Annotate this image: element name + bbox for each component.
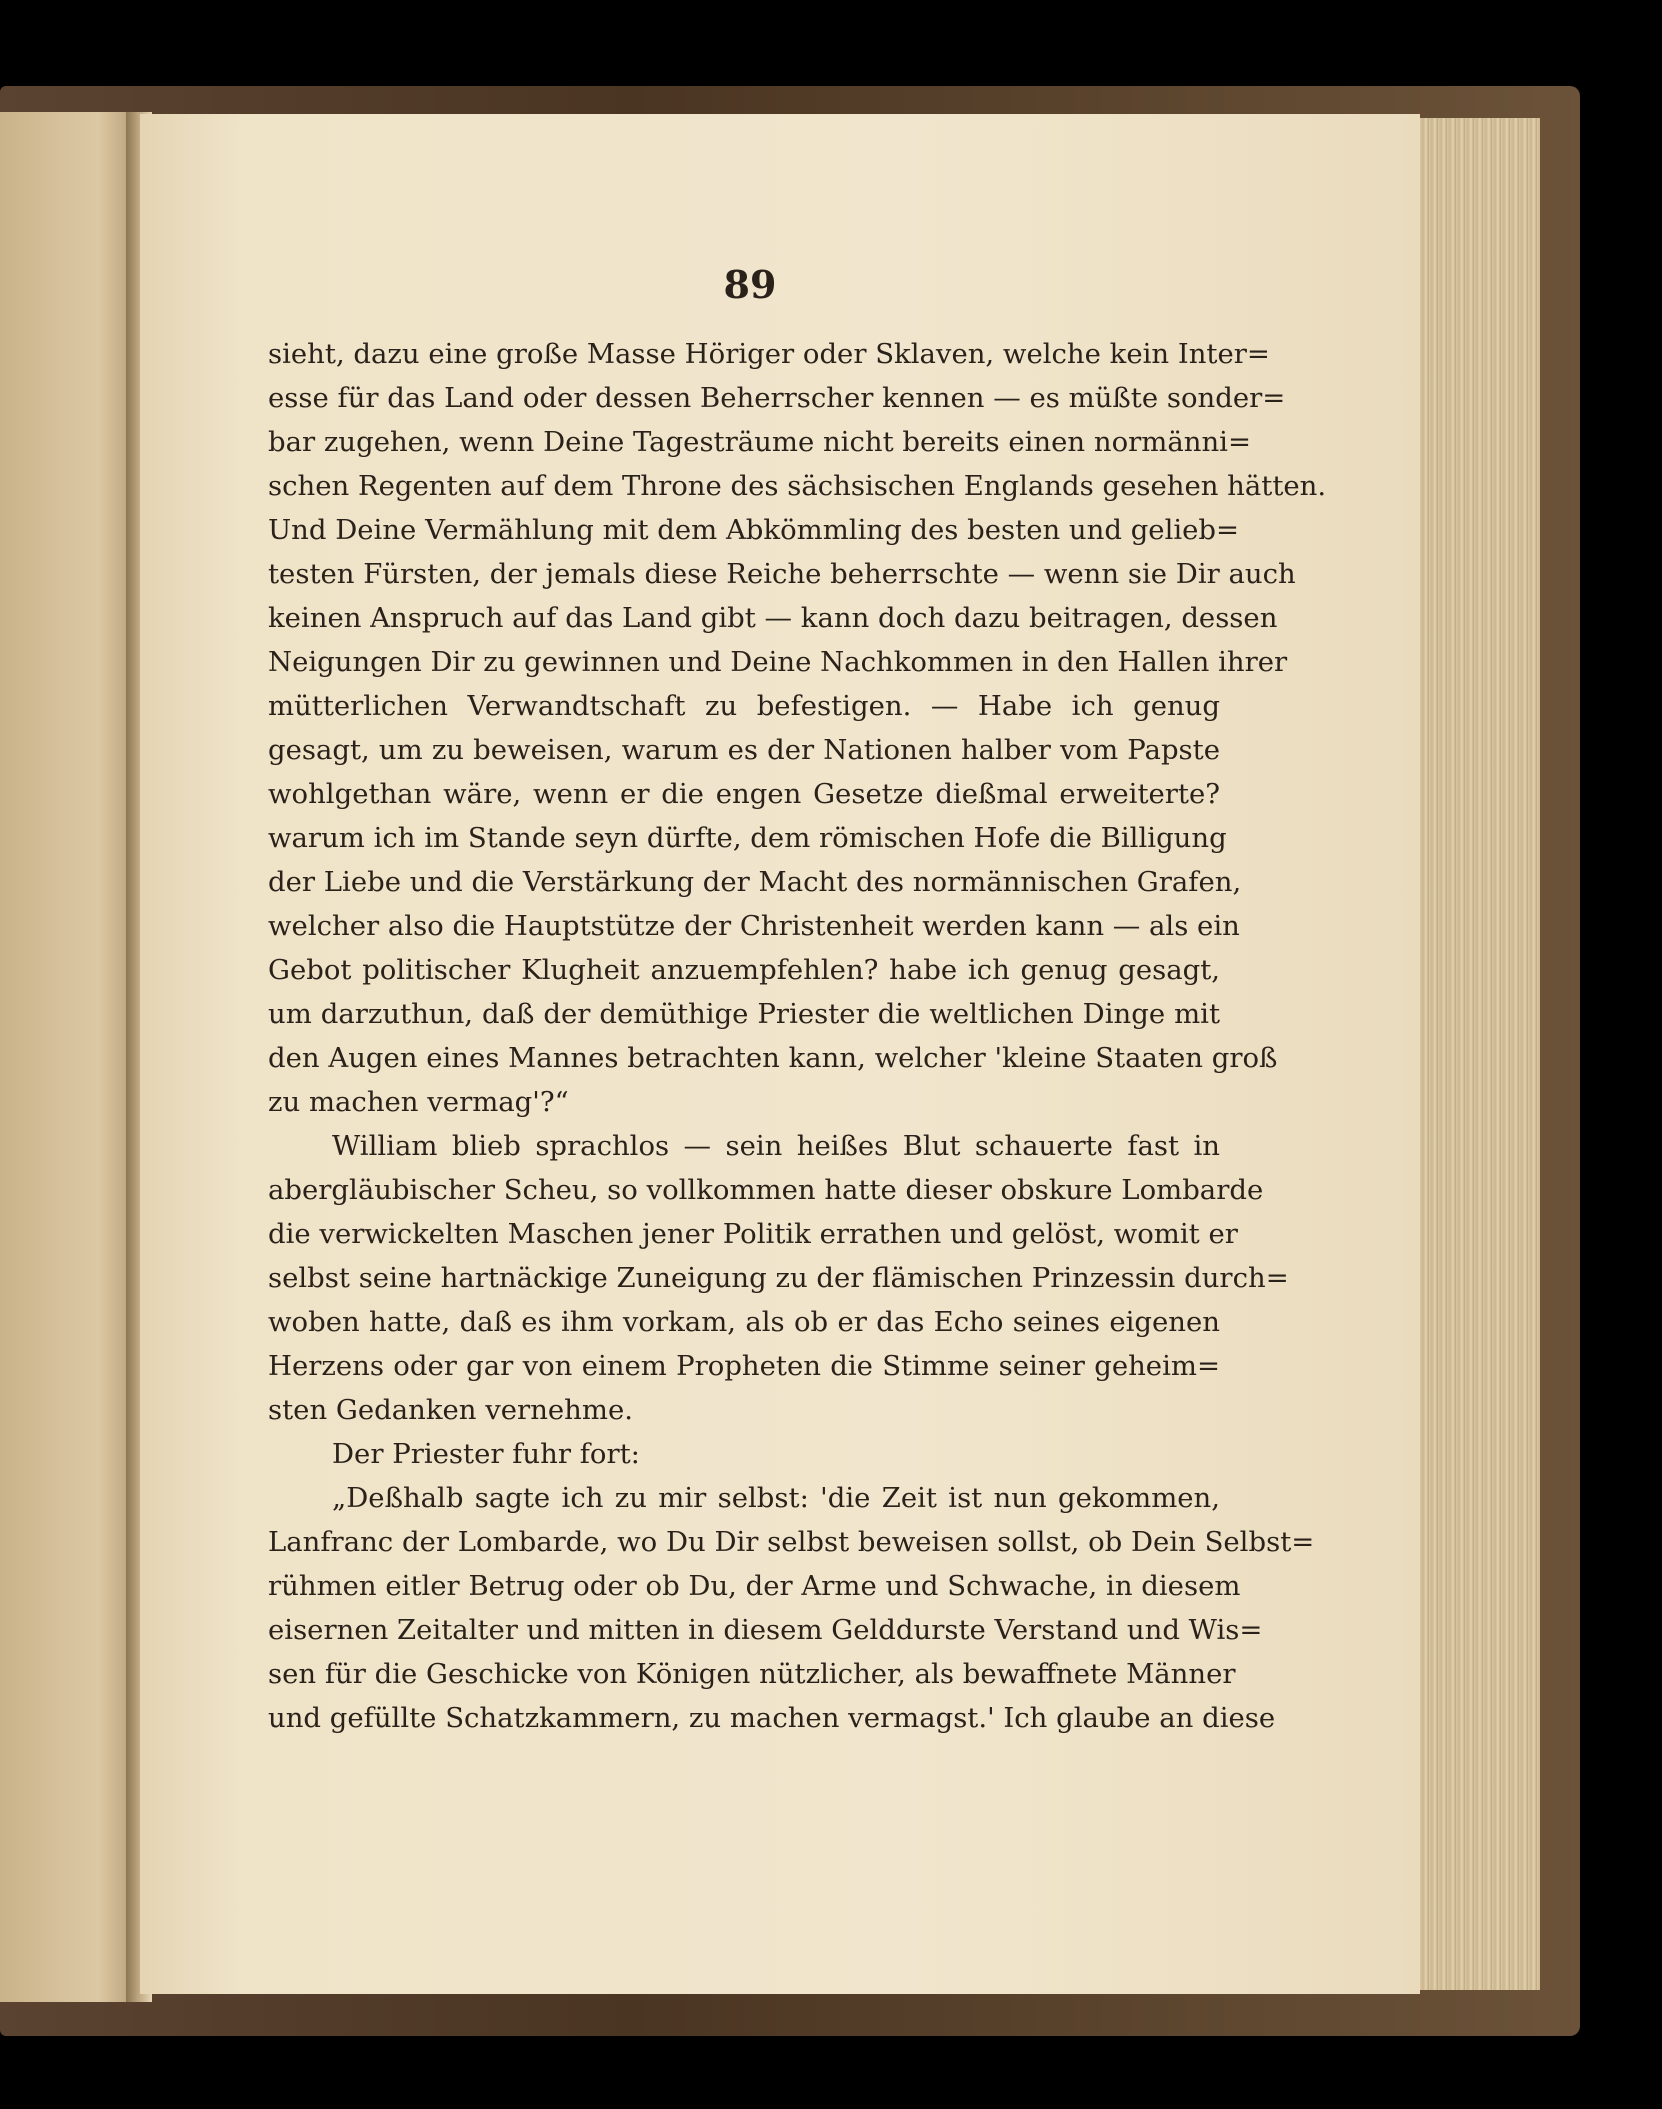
page-edges	[1420, 118, 1540, 1990]
text-line: und gefüllte Schatzkammern, zu machen vermagst.' Ich glaube an diese	[268, 1702, 1276, 1734]
text-line: Herzens oder gar von einem Propheten die Stimme seiner geheim=	[268, 1350, 1220, 1382]
page-body-text	[268, 332, 1327, 1740]
left-page-strip	[0, 112, 140, 2002]
text-line: welcher also die Hauptstütze der Christenheit werden kann — als ein	[268, 910, 1240, 942]
text-line: sten Gedanken vernehme.	[268, 1394, 633, 1426]
text-line: abergläubischer Scheu, so vollkommen hatte dieser obskure Lombarde	[268, 1174, 1264, 1206]
text-line: zu machen vermag'?“	[268, 1086, 569, 1118]
text-line: gesagt, um zu beweisen, warum es der Nationen halber vom Papste	[268, 734, 1220, 766]
text-line: Gebot politischer Klugheit anzuempfehlen? habe ich genug gesagt,	[268, 954, 1220, 986]
text-line: Der Priester fuhr fort:	[332, 1438, 640, 1470]
text-line: William blieb sprachlos — sein heißes Blut schauerte fast in	[332, 1130, 1220, 1162]
text-line: Lanfranc der Lombarde, wo Du Dir selbst beweisen sollst, ob Dein Selbst=	[268, 1526, 1315, 1558]
text-line: wohlgethan wäre, wenn er die engen Gesetze dießmal erweiterte?	[268, 778, 1220, 810]
text-line: mütterlichen Verwandtschaft zu befestigen. — Habe ich genug	[268, 690, 1220, 722]
text-line: der Liebe und die Verstärkung der Macht des normännischen Grafen,	[268, 866, 1242, 898]
text-line: „Deßhalb sagte ich zu mir selbst: 'die Zeit ist nun gekommen,	[332, 1482, 1220, 1514]
text-line: die verwickelten Maschen jener Politik errathen und gelöst, womit er	[268, 1218, 1238, 1250]
text-line: Neigungen Dir zu gewinnen und Deine Nachkommen in den Hallen ihrer	[268, 646, 1288, 678]
text-line: rühmen eitler Betrug oder ob Du, der Arme und Schwache, in diesem	[268, 1570, 1241, 1602]
text-line: sen für die Geschicke von Königen nützlicher, als bewaffnete Männer	[268, 1658, 1236, 1690]
text-line: bar zugehen, wenn Deine Tagesträume nicht bereits einen normänni=	[268, 426, 1252, 458]
text-line: sieht, dazu eine große Masse Höriger oder Sklaven, welche kein Inter=	[268, 338, 1270, 370]
text-line: warum ich im Stande seyn dürfte, dem römischen Hofe die Billigung	[268, 822, 1227, 854]
text-line: testen Fürsten, der jemals diese Reiche beherrschte — wenn sie Dir auch	[268, 558, 1296, 590]
text-line: Und Deine Vermählung mit dem Abkömmling des besten und gelieb=	[268, 514, 1240, 546]
text-line: keinen Anspruch auf das Land gibt — kann doch dazu beitragen, dessen	[268, 602, 1278, 634]
text-line: eisernen Zeitalter und mitten in diesem Gelddurste Verstand und Wis=	[268, 1614, 1263, 1646]
text-line: woben hatte, daß es ihm vorkam, als ob er das Echo seines eigenen	[268, 1306, 1220, 1338]
text-line: schen Regenten auf dem Throne des sächsischen Englands gesehen hätten.	[268, 470, 1327, 502]
text-line: um darzuthun, daß der demüthige Priester die weltlichen Dinge mit	[268, 998, 1220, 1030]
text-line: esse für das Land oder dessen Beherrscher kennen — es müßte sonder=	[268, 382, 1286, 414]
text-line: selbst seine hartnäckige Zuneigung zu der flämischen Prinzessin durch=	[268, 1262, 1289, 1294]
text-line: den Augen eines Mannes betrachten kann, welcher 'kleine Staaten groß	[268, 1042, 1278, 1074]
page-number: 89	[723, 262, 777, 307]
